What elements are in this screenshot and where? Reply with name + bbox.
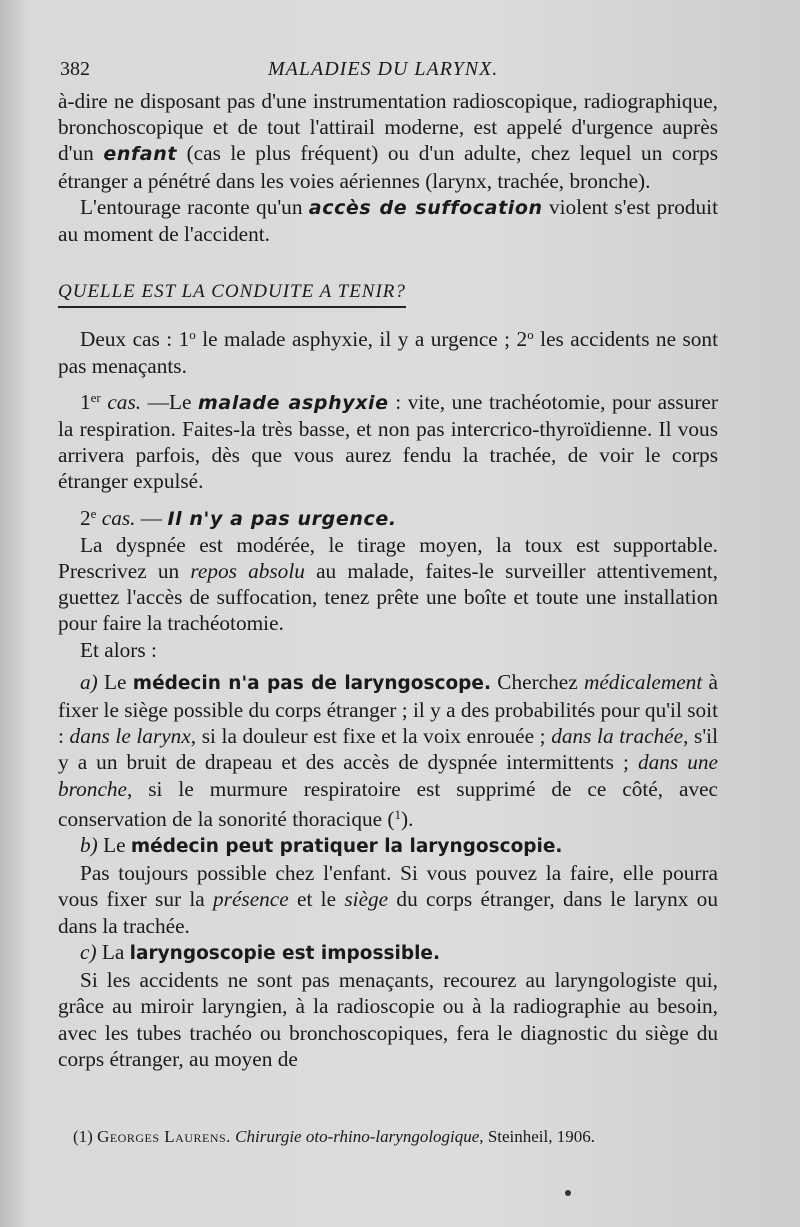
heading-no-laryngoscope: médecin n'a pas de laryngoscope. xyxy=(132,672,491,694)
emphasis-pas-urgence: Il n'y a pas urgence. xyxy=(167,507,397,530)
page-number: 382 xyxy=(60,58,90,80)
paragraph-9: b) Le médecin peut pratiquer la laryngoscopie. xyxy=(80,833,563,858)
emphasis-malade-asphyxie: malade asphyxie xyxy=(198,391,389,414)
paragraph-6: La dyspnée est modérée, le tirage moyen, la toux est supportable. Prescrivez un repos absolu au malade, faites-le surveiller attentivement, guettez l'accès de suffocation, tenez prête une boîte et toute une installation pour faire la trachéotomie. xyxy=(58,532,718,636)
section-title: QUELLE EST LA CONDUITE A TENIR? xyxy=(58,279,406,308)
emphasis-acces: accès de suffocation xyxy=(308,196,543,219)
running-title: MALADIES DU LARYNX. xyxy=(268,58,499,80)
paragraph-5: 2e cas. — Il n'y a pas urgence. xyxy=(80,505,397,530)
print-speck xyxy=(565,1190,571,1196)
paragraph-3: Deux cas : 1$^o$ le malade asphyxie, il y a urgence ; 2$^o$ les accidents ne sont pas menaçants. xyxy=(58,327,718,378)
paragraph-2: L'entourage raconte qu'un accès de suffocation violent s'est produit au moment de l'accident. xyxy=(58,194,718,247)
paragraph-11: c) La laryngoscopie est impossible. xyxy=(80,939,440,964)
footnote: (1) Georges Laurens. Chirurgie oto-rhino-laryngologique, Steinheil, 1906. xyxy=(73,1127,596,1146)
paragraph-1: à-dire ne disposant pas d'une instrumentation radioscopique, radiographique, bronchoscopique et de tout l'attirail moderne, est appelé d'urgence auprès d'un enfant (cas le plus fréquent) ou d'un adulte, chez lequel un corps étranger a pénétré dans les voies aériennes (larynx, trachée, bronche). xyxy=(58,89,718,193)
page-body xyxy=(58,88,718,1072)
paragraph-10: Pas toujours possible chez l'enfant. Si vous pouvez la faire, elle pourra vous fixer sur la présence et le siège du corps étranger, dans le larynx ou dans la trachée. xyxy=(58,861,718,938)
paragraph-8: a) Le médecin n'a pas de laryngoscope. Cherchez médicalement à fixer le siège possible du corps étranger ; il y a des probabilités pour qu'il soit : dans le larynx, si la douleur est fixe et la voix enrouée ; dans la trachée, s'il y a un bruit de drapeau et des accès de dyspnée intermittents ; dans une bronche, si le murmure respiratoire est supprimé de ce côté, avec conservation de la sonorité thoracique ($^1$). xyxy=(58,669,718,831)
heading-laryngoscopie: médecin peut pratiquer la laryngoscopie. xyxy=(130,836,563,858)
emphasis-enfant: enfant xyxy=(103,143,178,166)
paragraph-12: Si les accidents ne sont pas menaçants, recourez au laryngologiste qui, grâce au miroir laryngien, à la radioscopie ou à la radiographie au besoin, avec les tubes trachéo ou bronchoscopiques, fera le diagnostic du siège du corps étranger, au moyen de xyxy=(58,968,718,1071)
paragraph-4: 1er cas. —Le malade asphyxie : vite, une trachéotomie, pour assurer la respiration. Faites-la très basse, et non pas intercrico-thyroïdienne. Il vous arrivera parfois, dès que vous aurez fendu la trachée, de voir le corps étranger expulsé. xyxy=(58,389,718,494)
page-header xyxy=(60,58,720,88)
footnote-author: Georges Laurens. xyxy=(97,1127,231,1146)
paragraph-7: Et alors : xyxy=(80,637,157,662)
footnote-title: Chirurgie oto-rhino-laryngologique, xyxy=(235,1127,484,1146)
heading-impossible: laryngoscopie est impossible. xyxy=(129,942,440,964)
